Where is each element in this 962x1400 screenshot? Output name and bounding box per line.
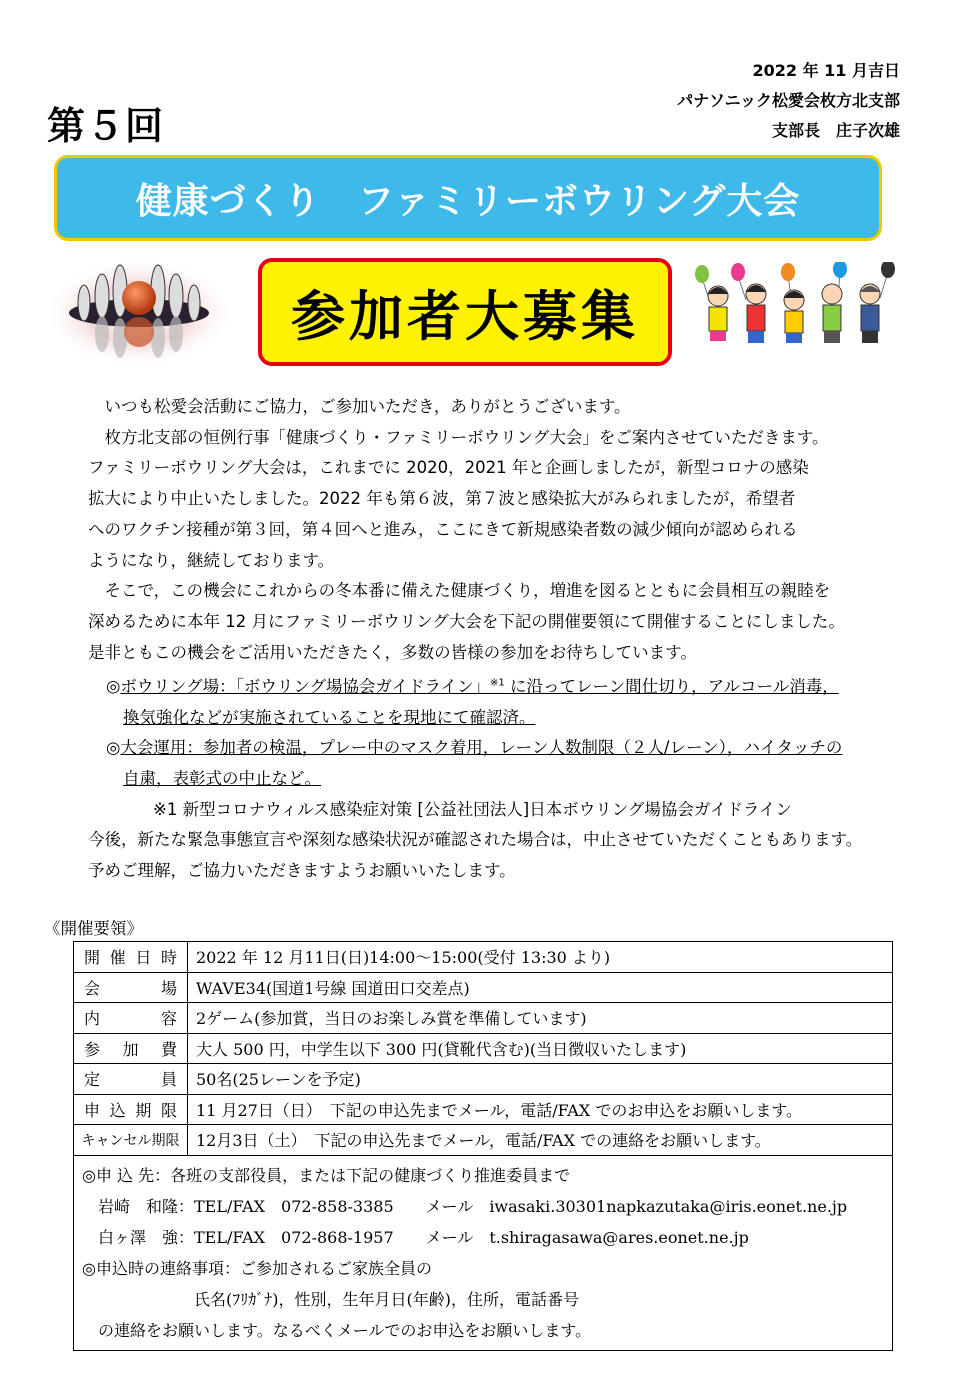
contact-line: 氏名(ﾌﾘｶﾞﾅ)，性別，生年月日(年齢)，住所，電話番号 xyxy=(82,1289,579,1309)
row-label: 開 催 日 時 xyxy=(74,942,188,973)
paragraph: へのワクチン接種が第３回，第４回へと進み，ここにきて新規感染者数の減少傾向が認められる xyxy=(88,519,798,539)
table-row xyxy=(74,1125,893,1156)
row-value: 50名(25レーンを予定) xyxy=(188,1064,893,1095)
banner-title: 健康づくり ファミリーボウリング大会 xyxy=(135,180,801,222)
table-row xyxy=(74,972,893,1003)
paragraph: 枚方北支部の恒例行事「健康づくり・ファミリーボウリング大会」をご案内させていただきます。 xyxy=(104,427,829,447)
paragraph: 是非ともこの機会をご活用いただきたく，多数の皆様の参加をお待ちしています。 xyxy=(88,642,697,662)
paragraph: 予めご理解，ご協力いただきますようお願いいたします。 xyxy=(88,861,516,881)
paragraph: そこで，この機会にこれからの冬本番に備えた健康づくり，増進を図るとともに会員相互の親睦を xyxy=(104,581,831,601)
table-row xyxy=(74,1033,893,1064)
title-banner xyxy=(54,155,882,241)
footnote: ※1 新型コロナウィルス感染症対策 [公益社団法人]日本ボウリング場協会ガイドライン xyxy=(153,799,792,819)
recruit-label: 参加者大募集 xyxy=(291,284,639,348)
table-row xyxy=(74,942,893,973)
contact-line: 白ヶ澤 強：TEL/FAX 072-868-1957 メール t.shiragasawa@ares.eonet.ne.jp xyxy=(82,1227,749,1247)
requirements-title: 《開催要領》 xyxy=(44,919,143,938)
bowling-pins-image xyxy=(44,258,234,368)
row-value: 大人 500 円，中学生以下 300 円(貸靴代含む)(当日徴収いたします) xyxy=(188,1033,893,1064)
table-row xyxy=(74,1094,893,1125)
edition-number: 第５回 xyxy=(47,104,165,148)
row-label: 会 場 xyxy=(74,972,188,1003)
bullet-event-operation-cont: 自粛，表彰式の中止など。 xyxy=(123,768,321,788)
paragraph: 今後，新たな緊急事態宣言や深刻な感染状況が確認された場合は，中止させていただくこともあります。 xyxy=(88,830,863,850)
row-value: 2ゲーム(参加賞，当日のお楽しみ賞を準備しています) xyxy=(188,1003,893,1034)
row-value: WAVE34(国道1号線 国道田口交差点) xyxy=(188,972,893,1003)
recruitment-box xyxy=(258,258,672,366)
row-label: 申 込 期 限 xyxy=(74,1094,188,1125)
document-date: 2022 年 11 月吉日 xyxy=(752,61,900,80)
paragraph: いつも松愛会活動にご協力，ご参加いただき，ありがとうございます。 xyxy=(104,397,631,416)
contact-line: 岩崎 和隆：TEL/FAX 072-858-3385 メール iwasaki.30301napkazutaka@iris.eonet.ne.jp xyxy=(82,1196,848,1216)
contact-line: の連絡をお願いします。なるべくメールでのお申込をお願いします。 xyxy=(82,1320,592,1340)
row-value: 12月3日（土） 下記の申込先までメール，電話/FAX での連絡をお願いします。 xyxy=(188,1125,893,1156)
row-label: 内 容 xyxy=(74,1003,188,1034)
paragraph: 拡大により中止いたしました。2022 年も第６波，第７波と感染拡大がみられましたが，希望者 xyxy=(88,489,796,509)
contact-line: ◎申込時の連絡事項：ご参加されるご家族全員の xyxy=(82,1258,432,1278)
table-row xyxy=(74,1064,893,1095)
bullet-event-operation: ◎大会運用：参加者の検温，プレー中のマスク着用，レーン人数制限（２人/レーン），ハイタッチの xyxy=(106,738,843,758)
requirements-table xyxy=(73,941,893,1351)
row-value: 11 月27日（日） 下記の申込先までメール，電話/FAX でのお申込をお願いします。 xyxy=(188,1094,893,1125)
bullet-bowling-alley-cont: 換気強化などが実施されていることを現地にて確認済。 xyxy=(123,707,536,727)
footnote-ref: ※1 xyxy=(490,677,505,689)
row-label: 定 員 xyxy=(74,1064,188,1095)
table-row xyxy=(74,1003,893,1034)
bullet-bowling-alley: ◎ボウリング場：「ボウリング場協会ガイドライン」$^{※1}$ に沿ってレーン間仕切り，アルコール消毒， xyxy=(106,676,839,696)
row-label: キャンセル期限 xyxy=(74,1125,188,1156)
organization-name: パナソニック松愛会枚方北支部 xyxy=(677,91,900,110)
announcement-body xyxy=(88,392,908,887)
paragraph: ファミリーボウリング大会は，これまでに 2020，2021 年と企画しましたが，新型コロナの感染 xyxy=(88,458,809,478)
row-value: 2022 年 12 月11日(日)14:00～15:00(受付 13:30 より) xyxy=(188,942,893,973)
paragraph: 深めるために本年 12 月にファミリーボウリング大会を下記の開催要領にて開催することにしました。 xyxy=(88,611,845,631)
row-label: 参 加 費 xyxy=(74,1033,188,1064)
contact-line: ◎申 込 先：各班の支部役員，または下記の健康づくり推進委員まで xyxy=(82,1165,571,1185)
contact-row xyxy=(74,1155,893,1350)
family-balloons-image xyxy=(690,262,900,350)
paragraph: ようになり，継続しております。 xyxy=(88,550,335,570)
branch-head: 支部長 庄子次雄 xyxy=(771,121,900,140)
contact-info xyxy=(74,1155,893,1350)
